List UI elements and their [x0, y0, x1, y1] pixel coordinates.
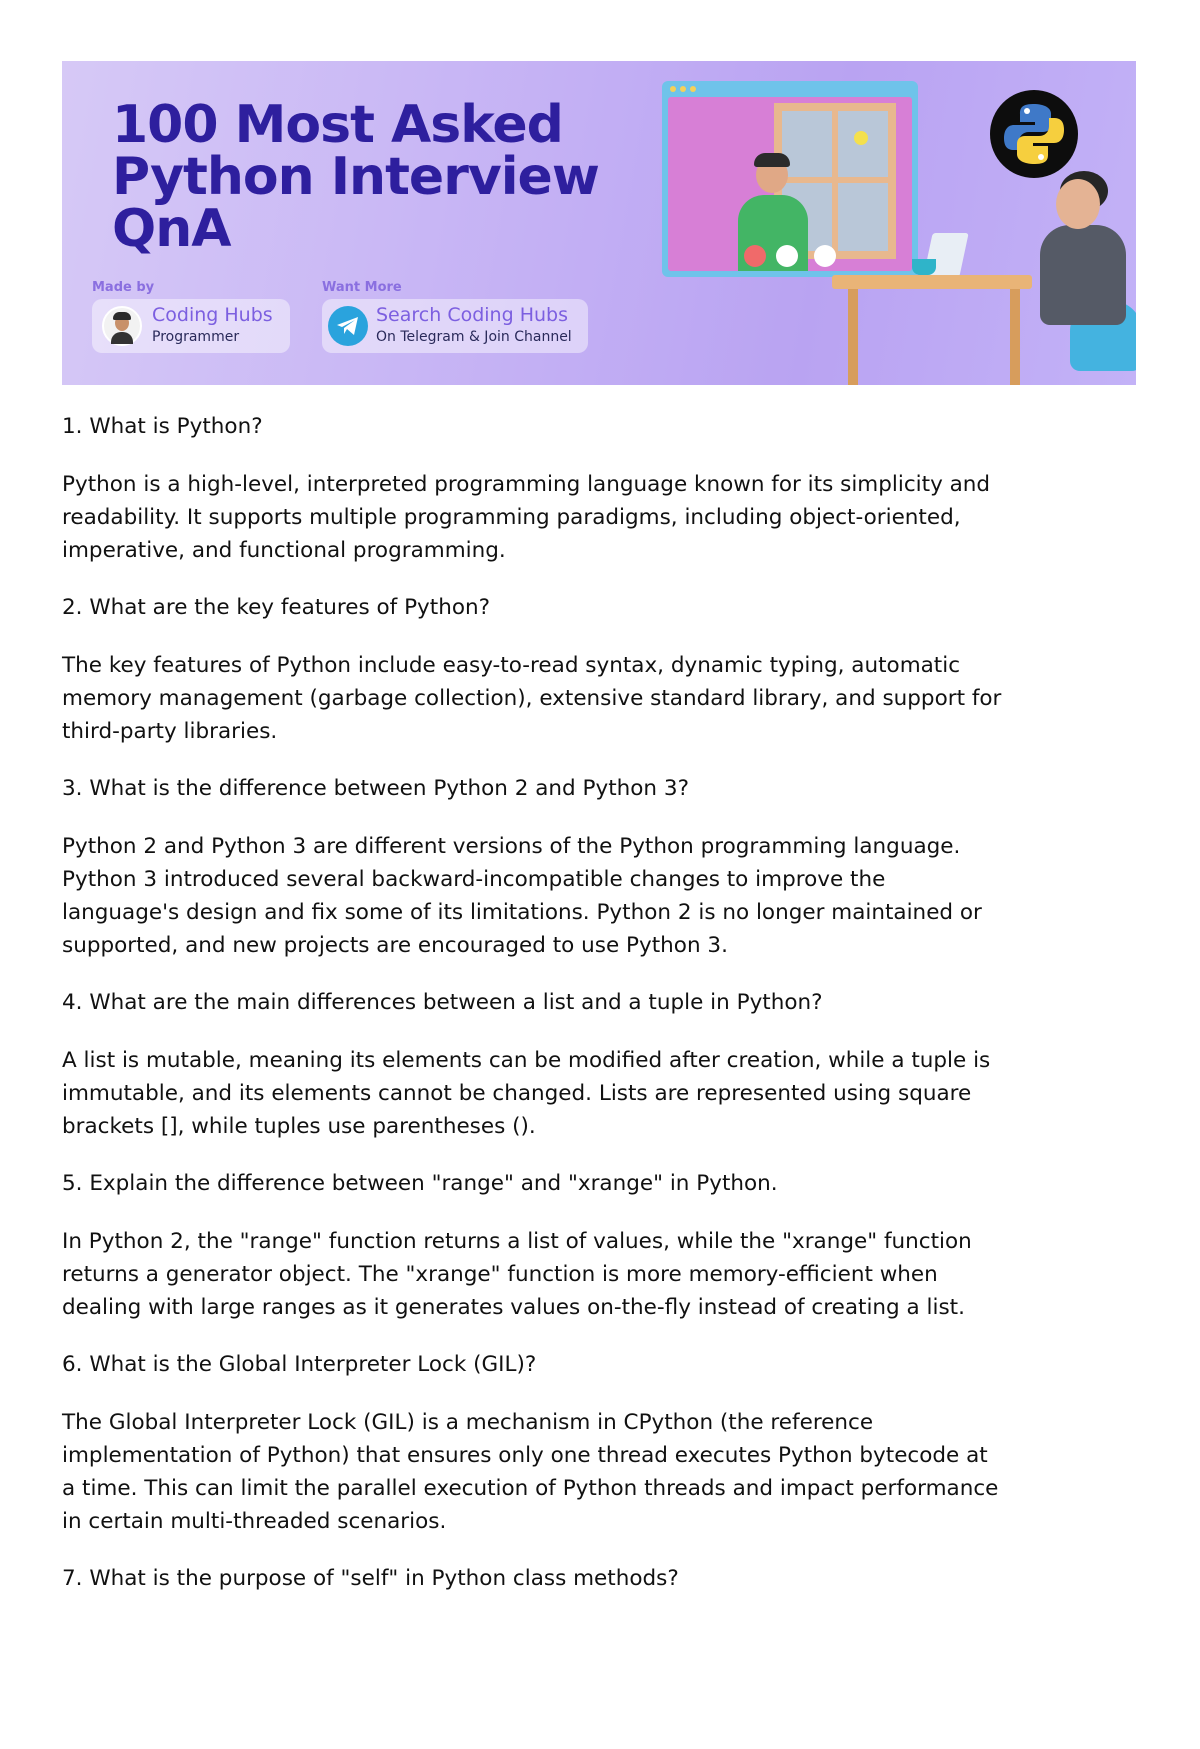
sun-icon — [854, 131, 868, 145]
question-5: 5. Explain the difference between "range" and "xrange" in Python. — [62, 1171, 778, 1196]
made-by-label: Made by — [92, 280, 155, 295]
mic-icon — [814, 245, 836, 267]
want-more-subtitle: On Telegram & Join Channel — [376, 329, 572, 345]
answer-3: Python 2 and Python 3 are different versions of the Python programming language. Python 3 introduced several backward-incompatible changes to improve the language's design and fix some of its limitations. Python 2 is no longer maintained or supported, and new projects are encouraged to use Python 3. — [62, 834, 982, 958]
made-by-badge — [92, 299, 290, 353]
question-7: 7. What is the purpose of "self" in Python class methods? — [62, 1566, 679, 1591]
banner-title — [112, 95, 652, 259]
telegram-icon — [328, 306, 368, 346]
made-by-role: Programmer — [152, 329, 240, 345]
woman-illustration — [1034, 171, 1130, 385]
video-icon — [776, 245, 798, 267]
made-by-name: Coding Hubs — [152, 304, 273, 326]
cup-illustration — [912, 259, 936, 275]
python-logo-icon — [990, 90, 1078, 178]
question-6: 6. What is the Global Interpreter Lock (GIL)? — [62, 1352, 537, 1377]
question-3: 3. What is the difference between Python 2 and Python 3? — [62, 776, 689, 801]
title-line-2: Python Interview — [112, 147, 599, 207]
answer-6: The Global Interpreter Lock (GIL) is a mechanism in CPython (the reference implementation of Python) that ensures only one thread executes Python bytecode at a time. This can limit the parallel execution of Python threads and impact performance in certain multi-threaded scenarios. — [62, 1410, 999, 1534]
answer-5: In Python 2, the "range" function returns a list of values, while the "xrange" function returns a generator object. The "xrange" function is more memory-efficient when dealing with large ranges as it generates values on-the-fly instead of creating a list. — [62, 1229, 972, 1320]
question-2: 2. What are the key features of Python? — [62, 595, 491, 620]
telegram-badge — [322, 299, 588, 353]
answer-1: Python is a high-level, interpreted programming language known for its simplicity and readability. It supports multiple programming paradigms, including object-oriented, imperative, and functional programming. — [62, 472, 991, 563]
want-more-title: Search Coding Hubs — [376, 304, 568, 326]
question-4: 4. What are the main differences between a list and a tuple in Python? — [62, 990, 823, 1015]
answer-2: The key features of Python include easy-to-read syntax, dynamic typing, automatic memory management (garbage collection), extensive standard library, and support for third-party libraries. — [62, 653, 1002, 744]
answer-4: A list is mutable, meaning its elements can be modified after creation, while a tuple is immutable, and its elements cannot be changed. Lists are represented using square brackets [], while tuples use parentheses (). — [62, 1048, 991, 1139]
avatar — [102, 306, 142, 346]
question-1: 1. What is Python? — [62, 414, 263, 439]
want-more-label: Want More — [322, 280, 402, 295]
video-call-illustration — [662, 81, 918, 277]
header-banner — [62, 61, 1136, 385]
end-call-icon — [744, 245, 766, 267]
qa-content — [62, 400, 1142, 1595]
title-line-1: 100 Most Asked — [112, 95, 563, 155]
title-line-3: QnA — [112, 199, 231, 259]
desk-illustration — [832, 275, 1032, 289]
